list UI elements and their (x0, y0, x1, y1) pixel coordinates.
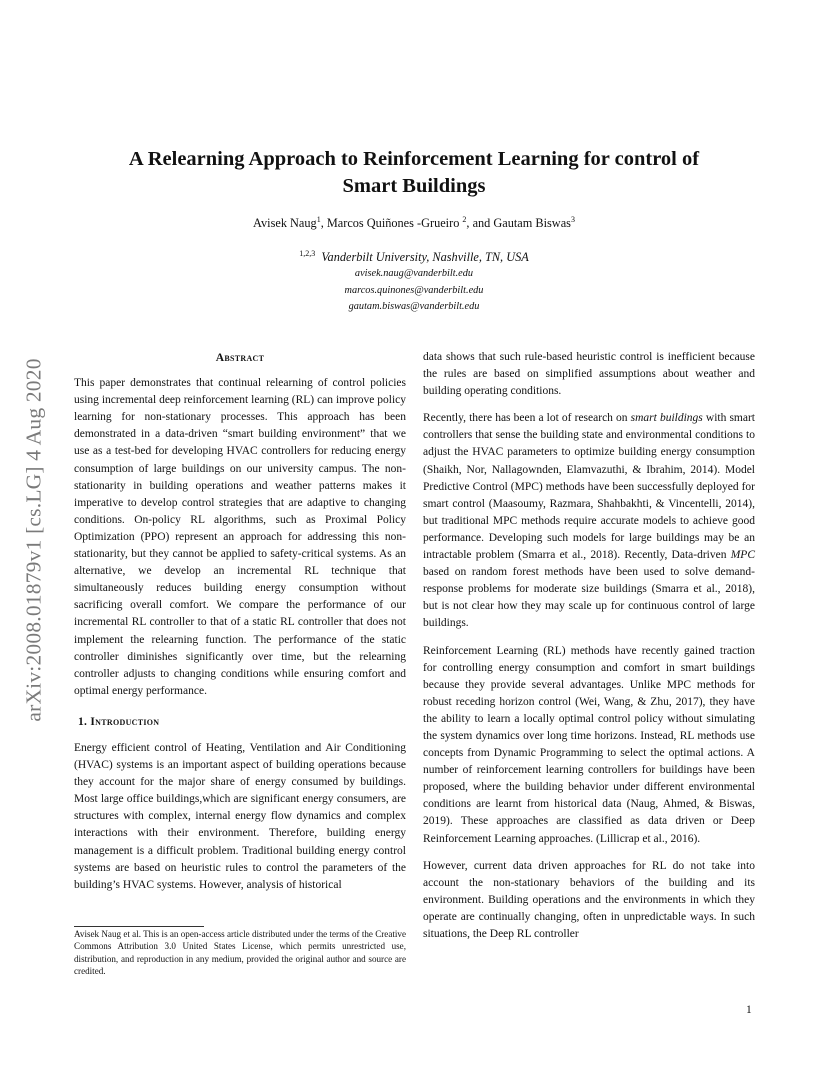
intro-paragraph: Energy efficient control of Heating, Ventilation and Air Conditioning (HVAC) systems is an important aspect of building operations because they account for the major share of energy consumed by buildings. Most large office buildings,which are significant energy consumers, are structures with complex, internal energy flow dynamics and complex interactions with their environment. Therefore, building energy management is a difficult problem. Traditional building energy control systems are based on heuristic rules to control the parameters of the building’s HVAC systems. However, analysis of historical (74, 741, 406, 891)
author-separator: , and (466, 216, 494, 230)
body-paragraph (423, 410, 755, 632)
affiliation-sup: 1,2,3 (299, 248, 316, 258)
text-run: with smart controllers that sense the building state and environmental conditions to adjust the HVAC parameters to optimize building energy consumption (Shaikh, Nor, Nallagownden, Elamvazuthi, & Ibrahim, 2014). Model Predictive Control (MPC) methods have been successfully deployed for smart control (Maasoumy, Razmara, Shahbakhti, & Vincentelli, 2014), but traditional MPC methods require accurate models to achieve good performance. Developing such models for large buildings may be an intractable problem (Smarra et al., 2018). Recently, Data-driven (423, 412, 755, 562)
author-name: Avisek Naug (253, 216, 317, 230)
email-address: avisek.naug@vanderbilt.edu (354, 268, 474, 279)
title-line-2: Smart Buildings (342, 175, 486, 197)
affiliation (80, 250, 748, 265)
body-paragraph: data shows that such rule-based heuristic control is inefficient because the rules are based on simplified assumptions about weather and building operating conditions. (423, 351, 755, 398)
author-name: Gautam Biswas (493, 216, 571, 230)
paper-title (80, 146, 748, 200)
author-emails (80, 266, 748, 316)
title-line-1: A Relearning Approach to Reinforcement Learning for control of (128, 148, 700, 170)
page-number: 1 (746, 1004, 752, 1016)
footnote-divider (74, 926, 204, 927)
author-sup: 3 (570, 214, 575, 224)
right-column (423, 349, 755, 943)
license-footnote: Avisek Naug et al. This is an open-access article distributed under the terms of the Creative Commons Attribution 3.0 United States License, which permits unrestricted use, distribution, and reproduction in any medium, provided the original author and source are credited. (74, 929, 406, 977)
affiliation-text: Vanderbilt University, Nashville, TN, USA (321, 250, 529, 264)
body-paragraph: Reinforcement Learning (RL) methods have recently gained traction for controlling energy consumption and comfort in smart buildings because they provide several advantages. Unlike MPC methods for robust receding horizon control (Wei, Wang, & Zhu, 2017), they have the ability to learn a locally optimal control policy without simulating the system dynamics over long time horizons. Instead, RL methods use concepts from Dynamic Programming to select the optimal actions. A number of reinforcement learning controllers for buildings have been proposed, where the building behavior under different environmental conditions are learnt from historical data (Naug, Ahmed, & Biswas, 2019). These approaches are classified as data driven or Deep Reinforcement Learning approaches. (Lillicrap et al., 2016). (423, 644, 755, 845)
text-run: based on random forest methods have been used to solve demand-response problems for moderate size buildings (Smarra et al., 2018), but is not clear how they may scale up for continuous control of large buildings. (423, 566, 755, 630)
author-name: Marcos Quiñones -Grueiro (326, 216, 463, 230)
body-paragraph: However, current data driven approaches for RL do not take into account the non-stationary behaviors of the building and its environment. Building operations and the environments in which they operate are continually changing, often in unpredictable ways. In such situations, the Deep RL controller (423, 859, 755, 940)
arxiv-identifier: arXiv:2008.01879v1 [cs.LG] 4 Aug 2020 (21, 358, 46, 722)
left-column (74, 350, 406, 894)
abstract-heading: Abstract (215, 352, 265, 364)
emphasis-text: MPC (730, 549, 755, 562)
email-address: marcos.quinones@vanderbilt.edu (344, 284, 484, 296)
emphasis-text: smart buildings (630, 412, 703, 425)
author-sup: 1 (316, 214, 321, 224)
author-list (80, 216, 748, 231)
abstract-text: This paper demonstrates that continual relearning of control policies using incremental deep reinforcement learning (RL) can improve policy learning for non-stationary processes. This approach has been demonstrated in a data-driven “smart building environment” that we use as a test-bed for developing HVAC controllers for reducing energy consumption of large buildings on our university campus. The non-stationarity in building operations and weather patterns makes it imperative to develop control strategies that are adaptive to changing conditions. On-policy RL algorithms, such as Proximal Policy Optimization (PPO) represent an approach for addressing this non-stationarity, but they cannot be applied to safety-critical systems. As an alternative, we develop an incremental RL technique that simultaneously reduces building energy consumption without sacrificing overall comfort. We compare the performance of our incremental RL controller to that of a static RL controller that does not implement the relearning function. The performance of the static controller diminishes significantly over time, but the relearning controller adjusts to changing conditions while ensuring comfort and optimal energy performance. (74, 377, 406, 697)
text-run: Recently, there has been a lot of research on (423, 412, 631, 425)
author-sup: 2 (462, 214, 467, 224)
email-address: gautam.biswas@vanderbilt.edu (348, 301, 480, 312)
section-heading-introduction: 1. Introduction (78, 715, 160, 728)
author-separator: , (320, 216, 327, 230)
